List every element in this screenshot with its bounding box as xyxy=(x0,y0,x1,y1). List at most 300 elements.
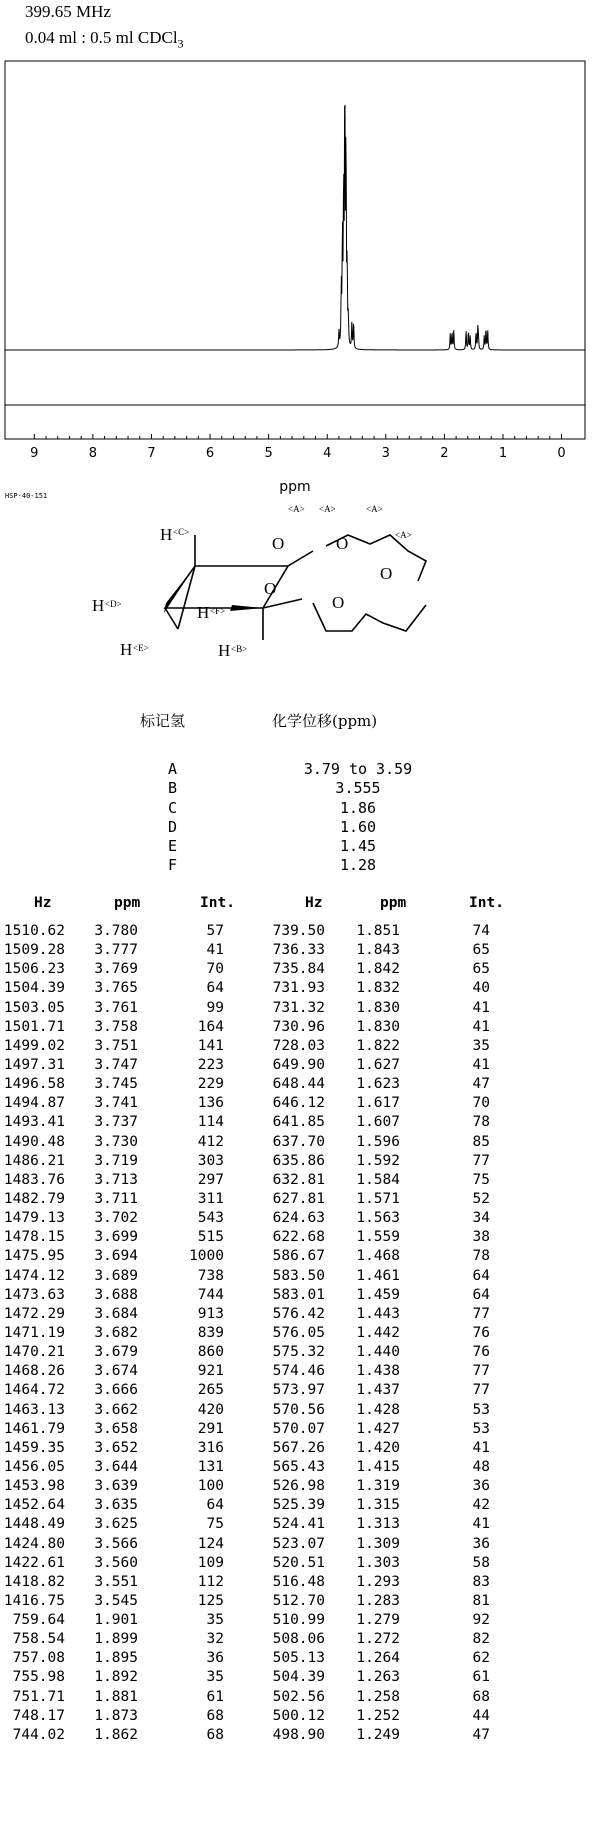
peak-table-row xyxy=(0,1134,595,1153)
peak-int-cell: 229 xyxy=(197,1076,224,1093)
peak-table-row xyxy=(0,1708,595,1727)
peak-int-cell: 921 xyxy=(197,1363,224,1380)
peak-ppm-cell: 1.559 xyxy=(356,1229,400,1246)
peak-int-cell: 78 xyxy=(472,1114,490,1131)
peak-hz-cell: 1416.75 xyxy=(3,1592,65,1609)
peak-ppm-cell: 1.264 xyxy=(356,1650,400,1667)
peak-int-cell: 83 xyxy=(472,1573,490,1590)
peak-int-cell: 141 xyxy=(197,1037,224,1054)
peak-hz-cell: 1459.35 xyxy=(3,1439,65,1456)
peak-hz-cell: 1497.31 xyxy=(3,1056,65,1073)
peak-hz-cell: 510.99 xyxy=(272,1612,325,1629)
peak-ppm-cell: 1.895 xyxy=(94,1650,138,1667)
peak-table-row xyxy=(0,961,595,980)
peak-hz-cell: 1464.72 xyxy=(3,1382,65,1399)
peak-int-cell: 57 xyxy=(206,923,224,939)
peak-table-row xyxy=(0,1363,595,1382)
atom-o-4: O xyxy=(264,579,277,598)
peak-table-row xyxy=(0,1382,595,1401)
assignment-label: A xyxy=(168,760,178,778)
peak-hz-cell: 641.85 xyxy=(272,1114,325,1131)
peak-ppm-cell: 1.832 xyxy=(356,980,400,997)
peak-int-cell: 35 xyxy=(472,1037,490,1054)
peak-hz-cell: 1422.61 xyxy=(3,1554,65,1571)
peak-ppm-cell: 1.420 xyxy=(356,1439,400,1456)
peak-int-cell: 64 xyxy=(206,1497,224,1514)
peak-hz-cell: 504.39 xyxy=(272,1669,325,1686)
x-axis-ticks xyxy=(30,434,566,461)
assignment-shift: 1.45 xyxy=(339,837,377,856)
peak-hz-cell: 730.96 xyxy=(272,1018,325,1035)
peak-ppm-cell: 3.662 xyxy=(94,1401,138,1418)
peak-ppm-cell: 3.713 xyxy=(94,1171,138,1188)
peak-ppm-cell: 3.711 xyxy=(94,1190,138,1207)
peak-ppm-cell: 1.427 xyxy=(356,1420,400,1437)
peak-hz-cell: 1473.63 xyxy=(3,1286,65,1303)
peak-ppm-cell: 1.596 xyxy=(356,1133,400,1150)
peak-table-header-hz-left: Hz xyxy=(34,895,52,911)
peak-hz-cell: 736.33 xyxy=(272,942,325,959)
atom-h-b: H xyxy=(218,641,231,660)
peak-hz-cell: 1504.39 xyxy=(3,980,65,997)
peak-int-cell: 64 xyxy=(472,1267,490,1284)
peak-ppm-cell: 3.625 xyxy=(94,1516,138,1533)
x-tick-label: 4 xyxy=(323,446,332,461)
x-tick-label: 2 xyxy=(440,446,449,461)
peak-table-row xyxy=(0,1095,595,1114)
peak-int-cell: 41 xyxy=(472,1439,490,1456)
peak-ppm-cell: 3.551 xyxy=(94,1573,138,1590)
spectrum-trace xyxy=(5,106,585,350)
peak-ppm-cell: 1.461 xyxy=(356,1267,400,1284)
peak-int-cell: 265 xyxy=(197,1382,224,1399)
peak-hz-cell: 575.32 xyxy=(272,1344,325,1361)
peak-ppm-cell: 3.761 xyxy=(94,999,138,1016)
x-tick-label: 3 xyxy=(381,446,390,461)
peak-hz-cell: 646.12 xyxy=(272,1095,325,1112)
x-tick-label: 1 xyxy=(498,446,508,461)
peak-table-row xyxy=(0,1210,595,1229)
peak-hz-cell: 648.44 xyxy=(272,1076,325,1093)
x-tick-label: 0 xyxy=(557,446,566,461)
peak-int-cell: 839 xyxy=(197,1324,224,1341)
peak-ppm-cell: 1.303 xyxy=(356,1554,400,1571)
peak-table-row xyxy=(0,1459,595,1478)
peak-hz-cell: 1490.48 xyxy=(3,1133,65,1150)
peak-hz-cell: 649.90 xyxy=(272,1056,325,1073)
tag-f: <F> xyxy=(210,606,226,616)
peak-int-cell: 82 xyxy=(472,1631,490,1648)
peak-int-cell: 48 xyxy=(472,1458,490,1475)
tag-a-4: <A> xyxy=(395,530,412,540)
peak-table-row xyxy=(0,1516,595,1535)
peak-int-cell: 303 xyxy=(197,1152,224,1169)
peak-table-row xyxy=(0,1478,595,1497)
peak-table-header-hz-right: Hz xyxy=(305,895,323,911)
peak-hz-cell: 624.63 xyxy=(272,1210,325,1227)
assignment-label: D xyxy=(168,817,178,836)
peak-ppm-cell: 3.780 xyxy=(94,923,138,939)
peak-table-row xyxy=(0,1344,595,1363)
peak-table-row xyxy=(0,1574,595,1593)
peak-hz-cell: 576.42 xyxy=(272,1305,325,1322)
peak-hz-cell: 1494.87 xyxy=(3,1095,65,1112)
peak-ppm-cell: 3.688 xyxy=(94,1286,138,1303)
peak-int-cell: 36 xyxy=(472,1535,490,1552)
wedge-bond-ring xyxy=(164,566,195,613)
peak-int-cell: 223 xyxy=(197,1056,224,1073)
peak-int-cell: 65 xyxy=(472,942,490,959)
tag-a-2: <A> xyxy=(319,505,336,514)
molecule-structure xyxy=(90,505,490,690)
assignment-label: E xyxy=(168,837,178,856)
peak-int-cell: 124 xyxy=(197,1535,224,1552)
peak-int-cell: 860 xyxy=(197,1344,224,1361)
peak-int-cell: 515 xyxy=(197,1229,224,1246)
peak-int-cell: 61 xyxy=(472,1669,490,1686)
peak-ppm-cell: 3.751 xyxy=(94,1037,138,1054)
peak-int-cell: 41 xyxy=(472,1516,490,1533)
peak-hz-cell: 1499.02 xyxy=(3,1037,65,1054)
peak-ppm-cell: 1.319 xyxy=(356,1478,400,1495)
peak-hz-cell: 567.26 xyxy=(272,1439,325,1456)
peak-hz-cell: 1472.29 xyxy=(3,1305,65,1322)
peak-ppm-cell: 3.730 xyxy=(94,1133,138,1150)
atom-o-5: O xyxy=(332,593,345,612)
peak-table-row xyxy=(0,1669,595,1688)
peak-hz-cell: 1483.76 xyxy=(3,1171,65,1188)
peak-hz-cell: 570.56 xyxy=(272,1401,325,1418)
peak-ppm-cell: 1.442 xyxy=(356,1324,400,1341)
peak-ppm-cell: 3.765 xyxy=(94,980,138,997)
peak-int-cell: 131 xyxy=(197,1458,224,1475)
tag-b: <B> xyxy=(231,644,248,654)
peak-hz-cell: 520.51 xyxy=(272,1554,325,1571)
peak-table-row xyxy=(0,1555,595,1574)
peak-hz-cell: 500.12 xyxy=(272,1707,325,1724)
peak-table-row xyxy=(0,1727,595,1746)
assignment-row xyxy=(168,856,468,875)
peak-ppm-cell: 1.437 xyxy=(356,1382,400,1399)
peak-ppm-cell: 1.571 xyxy=(356,1190,400,1207)
peak-hz-cell: 635.86 xyxy=(272,1152,325,1169)
peak-int-cell: 32 xyxy=(206,1631,224,1648)
peak-table-row xyxy=(0,1153,595,1172)
peak-ppm-cell: 3.560 xyxy=(94,1554,138,1571)
peak-table-row xyxy=(0,1287,595,1306)
peak-int-cell: 164 xyxy=(197,1018,224,1035)
peak-ppm-cell: 1.313 xyxy=(356,1516,400,1533)
assignment-label: C xyxy=(168,798,178,817)
peak-int-cell: 41 xyxy=(206,942,224,959)
sample-code: HSP-40-151 xyxy=(5,492,48,500)
peak-ppm-cell: 3.658 xyxy=(94,1420,138,1437)
peak-table-header-int-right: Int. xyxy=(469,895,504,911)
peak-ppm-cell: 1.873 xyxy=(94,1707,138,1724)
peak-table-row xyxy=(0,1000,595,1019)
peak-int-cell: 64 xyxy=(472,1286,490,1303)
atom-h-f: H xyxy=(197,603,210,622)
atom-o-3: O xyxy=(380,564,393,583)
peak-ppm-cell: 1.842 xyxy=(356,961,400,978)
peak-ppm-cell: 1.443 xyxy=(356,1305,400,1322)
peak-table-row xyxy=(0,1325,595,1344)
peak-int-cell: 543 xyxy=(197,1210,224,1227)
peak-int-cell: 44 xyxy=(472,1707,490,1724)
peak-ppm-cell: 1.627 xyxy=(356,1056,400,1073)
peak-table-row xyxy=(0,1631,595,1650)
peak-hz-cell: 1418.82 xyxy=(3,1573,65,1590)
peak-ppm-cell: 1.843 xyxy=(356,942,400,959)
peak-ppm-cell: 3.702 xyxy=(94,1210,138,1227)
peak-hz-cell: 1493.41 xyxy=(3,1114,65,1131)
assignment-row xyxy=(168,818,468,837)
tag-c: <C> xyxy=(173,527,190,537)
peak-ppm-cell: 3.719 xyxy=(94,1152,138,1169)
assignment-label: F xyxy=(168,856,178,875)
peak-ppm-cell: 1.563 xyxy=(356,1210,400,1227)
peak-int-cell: 47 xyxy=(472,1726,490,1743)
peak-hz-cell: 502.56 xyxy=(272,1688,325,1705)
peak-int-cell: 78 xyxy=(472,1248,490,1265)
peak-ppm-cell: 1.468 xyxy=(356,1248,400,1265)
peak-int-cell: 68 xyxy=(206,1707,224,1724)
peak-ppm-cell: 1.822 xyxy=(356,1037,400,1054)
peak-ppm-cell: 1.459 xyxy=(356,1286,400,1303)
peak-hz-cell: 565.43 xyxy=(272,1458,325,1475)
peak-hz-cell: 573.97 xyxy=(272,1382,325,1399)
peak-int-cell: 297 xyxy=(197,1171,224,1188)
assignment-row xyxy=(168,760,468,779)
peak-int-cell: 34 xyxy=(472,1210,490,1227)
peak-ppm-cell: 1.901 xyxy=(94,1612,138,1629)
peak-ppm-cell: 1.249 xyxy=(356,1726,400,1743)
peak-int-cell: 40 xyxy=(472,980,490,997)
peak-int-cell: 109 xyxy=(197,1554,224,1571)
peak-hz-cell: 525.39 xyxy=(272,1497,325,1514)
peak-table-row xyxy=(0,1248,595,1267)
peak-hz-cell: 1424.80 xyxy=(3,1535,65,1552)
peak-hz-cell: 583.50 xyxy=(272,1267,325,1284)
peak-hz-cell: 751.71 xyxy=(12,1688,65,1705)
peak-hz-cell: 1509.28 xyxy=(3,942,65,959)
solvent-subscript: 3 xyxy=(177,36,184,51)
peak-hz-cell: 505.13 xyxy=(272,1650,325,1667)
peak-int-cell: 114 xyxy=(197,1114,224,1131)
peak-ppm-cell: 3.758 xyxy=(94,1018,138,1035)
peak-hz-cell: 1496.58 xyxy=(3,1076,65,1093)
peak-hz-cell: 759.64 xyxy=(12,1612,65,1629)
peak-ppm-cell: 3.694 xyxy=(94,1248,138,1265)
peak-hz-cell: 526.98 xyxy=(272,1478,325,1495)
atom-o-2: O xyxy=(336,534,349,553)
peak-hz-cell: 731.93 xyxy=(272,980,325,997)
peak-int-cell: 311 xyxy=(197,1190,224,1207)
peak-hz-cell: 739.50 xyxy=(272,923,325,939)
atom-labels xyxy=(92,525,392,660)
peak-ppm-cell: 3.674 xyxy=(94,1363,138,1380)
x-tick-label: 7 xyxy=(147,446,156,461)
peak-table-header-ppm-right: ppm xyxy=(380,895,407,911)
peak-table-row xyxy=(0,1229,595,1248)
peak-table-row xyxy=(0,1306,595,1325)
peak-hz-cell: 1456.05 xyxy=(3,1458,65,1475)
peak-int-cell: 41 xyxy=(472,999,490,1016)
peak-hz-cell: 1468.26 xyxy=(3,1363,65,1380)
x-tick-label: 5 xyxy=(264,446,273,461)
peak-hz-cell: 627.81 xyxy=(272,1190,325,1207)
peak-hz-cell: 1506.23 xyxy=(3,961,65,978)
peak-int-cell: 62 xyxy=(472,1650,490,1667)
peak-int-cell: 99 xyxy=(206,999,224,1016)
peak-hz-cell: 755.98 xyxy=(12,1669,65,1686)
peak-ppm-cell: 1.862 xyxy=(94,1726,138,1743)
peak-int-cell: 412 xyxy=(197,1133,224,1150)
peak-ppm-cell: 3.745 xyxy=(94,1076,138,1093)
peak-hz-cell: 1482.79 xyxy=(3,1190,65,1207)
peak-int-cell: 100 xyxy=(197,1478,224,1495)
peak-table-row xyxy=(0,1268,595,1287)
peak-ppm-cell: 3.644 xyxy=(94,1458,138,1475)
assignment-shift: 1.60 xyxy=(339,817,377,836)
nmr-spectrum-chart xyxy=(0,55,595,500)
peak-int-cell: 81 xyxy=(472,1592,490,1609)
peak-int-cell: 125 xyxy=(197,1592,224,1609)
peak-int-cell: 136 xyxy=(197,1095,224,1112)
peak-ppm-cell: 1.315 xyxy=(356,1497,400,1514)
peak-ppm-cell: 1.623 xyxy=(356,1076,400,1093)
peak-ppm-cell: 1.293 xyxy=(356,1573,400,1590)
peak-table-row xyxy=(0,942,595,961)
peak-int-cell: 68 xyxy=(206,1726,224,1743)
atom-h-e: H xyxy=(120,640,133,659)
peak-ppm-cell: 3.639 xyxy=(94,1478,138,1495)
peak-ppm-cell: 3.777 xyxy=(94,942,138,959)
peak-ppm-cell: 3.545 xyxy=(94,1592,138,1609)
assignment-shift: 3.555 xyxy=(335,779,381,798)
peak-table-rows xyxy=(0,923,595,1746)
peak-hz-cell: 498.90 xyxy=(272,1726,325,1743)
peak-hz-cell: 1453.98 xyxy=(3,1478,65,1495)
peak-table-row xyxy=(0,1497,595,1516)
peak-hz-cell: 1479.13 xyxy=(3,1210,65,1227)
peak-int-cell: 913 xyxy=(197,1305,224,1322)
peak-ppm-cell: 1.258 xyxy=(356,1688,400,1705)
assignment-label: B xyxy=(168,779,178,798)
peak-int-cell: 36 xyxy=(206,1650,224,1667)
x-tick-label: 6 xyxy=(205,446,215,461)
peak-int-cell: 47 xyxy=(472,1076,490,1093)
peak-ppm-cell: 1.899 xyxy=(94,1631,138,1648)
peak-table-row xyxy=(0,1114,595,1133)
peak-ppm-cell: 3.689 xyxy=(94,1267,138,1284)
peak-int-cell: 53 xyxy=(472,1420,490,1437)
peak-hz-cell: 1478.15 xyxy=(3,1229,65,1246)
peak-int-cell: 85 xyxy=(472,1133,490,1150)
peak-hz-cell: 576.05 xyxy=(272,1324,325,1341)
peak-hz-cell: 570.07 xyxy=(272,1420,325,1437)
peak-hz-cell: 512.70 xyxy=(272,1592,325,1609)
peak-table-row xyxy=(0,1612,595,1631)
peak-hz-cell: 1461.79 xyxy=(3,1420,65,1437)
peak-hz-cell: 1475.95 xyxy=(3,1248,65,1265)
x-axis-label: ppm xyxy=(279,479,311,495)
peak-hz-cell: 1463.13 xyxy=(3,1401,65,1418)
assignment-row xyxy=(168,779,468,798)
peak-int-cell: 64 xyxy=(206,980,224,997)
assignment-shift: 1.28 xyxy=(339,856,377,875)
peak-table-row xyxy=(0,1440,595,1459)
assignment-shift: 3.79 to 3.59 xyxy=(303,760,413,778)
peak-ppm-cell: 1.881 xyxy=(94,1688,138,1705)
assignment-row xyxy=(168,799,468,818)
peak-ppm-cell: 1.830 xyxy=(356,999,400,1016)
peak-table-row xyxy=(0,1689,595,1708)
peak-int-cell: 38 xyxy=(472,1229,490,1246)
peak-ppm-cell: 3.635 xyxy=(94,1497,138,1514)
peak-hz-cell: 586.67 xyxy=(272,1248,325,1265)
peak-int-cell: 1000 xyxy=(189,1248,224,1265)
peak-ppm-cell: 3.737 xyxy=(94,1114,138,1131)
peak-int-cell: 68 xyxy=(472,1688,490,1705)
peak-int-cell: 70 xyxy=(472,1095,490,1112)
peak-ppm-cell: 1.617 xyxy=(356,1095,400,1112)
peak-hz-cell: 744.02 xyxy=(12,1726,65,1743)
peak-ppm-cell: 1.892 xyxy=(94,1669,138,1686)
peak-hz-cell: 523.07 xyxy=(272,1535,325,1552)
ring-bond-left xyxy=(165,608,178,629)
peak-table-header-int-left: Int. xyxy=(200,895,235,911)
peak-int-cell: 420 xyxy=(197,1401,224,1418)
peak-table-row xyxy=(0,1593,595,1612)
peak-int-cell: 70 xyxy=(206,961,224,978)
peak-hz-cell: 1510.62 xyxy=(3,923,65,939)
peak-hz-cell: 1452.64 xyxy=(3,1497,65,1514)
peak-table-header-ppm-left: ppm xyxy=(114,895,141,911)
peak-int-cell: 74 xyxy=(472,923,490,939)
peak-ppm-cell: 1.592 xyxy=(356,1152,400,1169)
peak-int-cell: 41 xyxy=(472,1056,490,1073)
peak-table-row xyxy=(0,1038,595,1057)
peak-ppm-cell: 1.440 xyxy=(356,1344,400,1361)
peak-int-cell: 41 xyxy=(472,1018,490,1035)
peak-hz-cell: 1501.71 xyxy=(3,1018,65,1035)
spectrometer-frequency: 399.65 MHz xyxy=(25,2,111,21)
peak-int-cell: 316 xyxy=(197,1439,224,1456)
peak-int-cell: 61 xyxy=(206,1688,224,1705)
peak-table-row xyxy=(0,1172,595,1191)
peak-int-cell: 52 xyxy=(472,1190,490,1207)
crown-ether-chain-lower xyxy=(313,603,426,631)
peak-int-cell: 77 xyxy=(472,1152,490,1169)
peak-ppm-cell: 1.279 xyxy=(356,1612,400,1629)
peak-hz-cell: 1448.49 xyxy=(3,1516,65,1533)
peak-int-cell: 77 xyxy=(472,1382,490,1399)
peak-ppm-cell: 1.309 xyxy=(356,1535,400,1552)
peak-ppm-cell: 3.747 xyxy=(94,1056,138,1073)
peak-ppm-cell: 3.679 xyxy=(94,1344,138,1361)
molecule-bonds xyxy=(165,535,426,640)
peak-ppm-cell: 1.830 xyxy=(356,1018,400,1035)
peak-ppm-cell: 1.607 xyxy=(356,1114,400,1131)
peak-int-cell: 77 xyxy=(472,1363,490,1380)
peak-int-cell: 58 xyxy=(472,1554,490,1571)
atom-h-d: H xyxy=(92,596,105,615)
peak-hz-cell: 1474.12 xyxy=(3,1267,65,1284)
assignment-header-shift: 化学位移(ppm) xyxy=(272,712,378,730)
peak-ppm-cell: 1.415 xyxy=(356,1458,400,1475)
peak-ppm-cell: 1.584 xyxy=(356,1171,400,1188)
